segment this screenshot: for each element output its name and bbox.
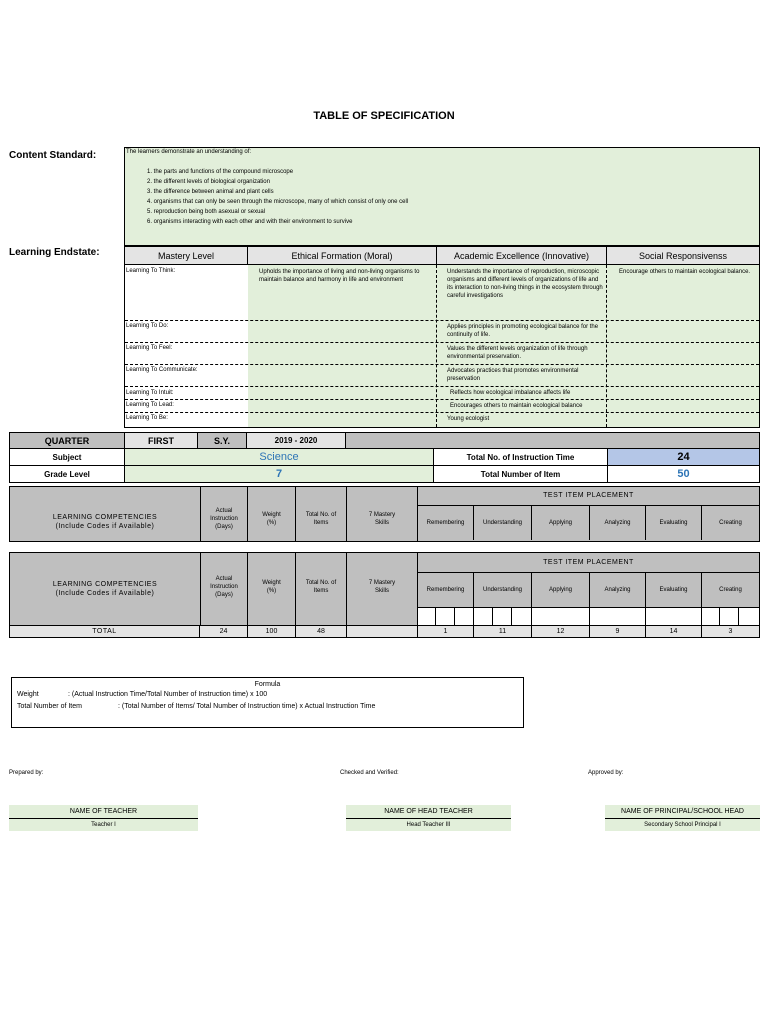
total-items-header: Total No. of Items bbox=[305, 512, 337, 526]
formula-title: Formula bbox=[254, 681, 281, 688]
header-academic: Academic Excellence (Innovative) bbox=[437, 247, 607, 265]
endstate-academic: Young ecologist bbox=[447, 416, 490, 422]
endstate-academic: Advocates practices that promotes environmental preservation bbox=[447, 368, 579, 382]
actual-instruction-header: Actual Instruction (Days) bbox=[210, 508, 238, 530]
skill-evaluating: Evaluating bbox=[646, 573, 702, 607]
sy-value: 2019 - 2020 bbox=[246, 432, 346, 449]
total-creating: 3 bbox=[728, 628, 733, 635]
endstate-level: Learning To Intuit: bbox=[126, 390, 174, 396]
list-item: 6. organisms interacting with each other and with their environment to survive bbox=[147, 219, 353, 225]
total-items: 48 bbox=[296, 626, 347, 637]
quarter-value: FIRST bbox=[124, 432, 198, 449]
skill-applying: Applying bbox=[532, 573, 590, 607]
header-mastery-level: Mastery Level bbox=[125, 247, 248, 265]
skill-remembering: Remembering bbox=[418, 506, 474, 540]
test-placement-header: TEST ITEM PLACEMENT bbox=[543, 492, 634, 499]
total-evaluating: 14 bbox=[646, 626, 702, 637]
endstate-academic: Encourages others to maintain ecological balance bbox=[450, 403, 583, 409]
skill-applying: Applying bbox=[532, 506, 590, 540]
weight-header: Weight (%) bbox=[262, 512, 281, 526]
skill-analyzing: Analyzing bbox=[590, 573, 646, 607]
content-standard-box bbox=[124, 147, 760, 246]
total-items-label: Total Number of Item bbox=[433, 465, 608, 483]
endstate-academic: Reflects how ecological imbalance affects life bbox=[450, 390, 571, 396]
content-standard-intro: The learners demonstrate an understanding of: bbox=[126, 149, 252, 155]
list-item: 3. the difference between animal and plant cells bbox=[147, 189, 274, 195]
total-remembering: 1 bbox=[418, 626, 474, 637]
competency-table-1 bbox=[9, 486, 760, 542]
teacher-title: Teacher I bbox=[9, 819, 198, 831]
head-teacher-name: NAME OF HEAD TEACHER bbox=[346, 805, 511, 819]
total-actual: 24 bbox=[200, 626, 248, 637]
content-standard-label: Content Standard: bbox=[9, 150, 97, 161]
instruction-time-value: 24 bbox=[607, 448, 760, 466]
header-social: Social Responsivenss bbox=[607, 247, 759, 265]
endstate-level: Learning To Lead: bbox=[126, 402, 174, 408]
skill-understanding: Understanding bbox=[474, 573, 532, 607]
skill-creating: Creating bbox=[719, 520, 742, 526]
endstate-social: Encourage others to maintain ecological balance. bbox=[619, 269, 751, 275]
competency-table-2 bbox=[9, 552, 760, 626]
endstate-level: Learning To Communicate: bbox=[126, 367, 198, 373]
endstate-academic: Values the different levels organization of life through environmental preservation. bbox=[447, 346, 588, 360]
page-title: TABLE OF SPECIFICATION bbox=[313, 110, 455, 122]
list-item: 5. reproduction being both asexual or sexual bbox=[147, 209, 266, 215]
endstate-academic: Understands the importance of reproduction, microscopic organisms and different levels of organizations of life and its interaction to non-living things in the ecosystem through careful investigations bbox=[447, 269, 603, 299]
list-item: 1. the parts and functions of the compound microscope bbox=[147, 169, 294, 175]
placement-subcells bbox=[418, 608, 759, 625]
quarter-filler bbox=[345, 432, 760, 449]
formula-weight-text: : (Actual Instruction Time/Total Number of Instruction time) x 100 bbox=[68, 691, 268, 698]
checked-by-label: Checked and Verified: bbox=[340, 770, 399, 776]
endstate-academic: Applies principles in promoting ecological balance for the continuity of life. bbox=[447, 324, 599, 338]
skill-remembering: Remembering bbox=[418, 573, 474, 607]
subject-value: Science bbox=[124, 448, 434, 466]
list-item: 4. organisms that can only be seen through the microscope, many of which consist of only one cell bbox=[147, 199, 409, 205]
total-items-value: 50 bbox=[607, 465, 760, 483]
endstate-level: Learning To Be: bbox=[126, 415, 168, 421]
endstate-level: Learning To Think: bbox=[126, 268, 176, 274]
quarter-label: QUARTER bbox=[9, 432, 125, 449]
total-analyzing: 9 bbox=[590, 626, 646, 637]
grade-label: Grade Level bbox=[9, 465, 125, 483]
formula-items-text: : (Total Number of Items/ Total Number of Instruction time) x Actual Instruction Time bbox=[118, 703, 376, 710]
instruction-time-label: Total No. of Instruction Time bbox=[433, 448, 608, 466]
skill-creating: Creating bbox=[719, 587, 742, 593]
approved-by-label: Approved by: bbox=[588, 770, 624, 776]
total-row bbox=[9, 625, 760, 638]
formula-weight-label: Weight bbox=[17, 691, 39, 698]
test-placement-header: TEST ITEM PLACEMENT bbox=[543, 559, 634, 566]
skill-evaluating: Evaluating bbox=[646, 506, 702, 540]
mastery-skills-header: 7 Mastery Skills bbox=[368, 580, 396, 594]
principal-name: NAME OF PRINCIPAL/SCHOOL HEAD bbox=[605, 805, 760, 819]
principal-title: Secondary School Principal I bbox=[605, 819, 760, 831]
skill-understanding: Understanding bbox=[474, 506, 532, 540]
content-standard-list bbox=[147, 167, 408, 227]
total-weight: 100 bbox=[248, 626, 296, 637]
endstate-level: Learning To Feel: bbox=[126, 345, 173, 351]
weight-header: Weight (%) bbox=[262, 580, 281, 594]
head-teacher-title: Head Teacher III bbox=[346, 819, 511, 831]
total-items-header: Total No. of Items bbox=[305, 580, 337, 594]
formula-items-label: Total Number of Item bbox=[17, 703, 82, 710]
list-item: 2. the different levels of biological organization bbox=[147, 179, 270, 185]
endstate-table bbox=[124, 246, 760, 428]
total-label: TOTAL bbox=[10, 626, 200, 637]
header-ethical: Ethical Formation (Moral) bbox=[248, 247, 437, 265]
total-understanding: 11 bbox=[474, 626, 532, 637]
subject-label: Subject bbox=[9, 448, 125, 466]
actual-instruction-header: Actual Instruction (Days) bbox=[210, 576, 238, 598]
skill-analyzing: Analyzing bbox=[590, 506, 646, 540]
formula-box bbox=[11, 677, 524, 728]
endstate-level: Learning To Do: bbox=[126, 323, 169, 329]
competencies-header: LEARNING COMPETENCIES (Include Codes if Available) bbox=[52, 514, 158, 530]
competencies-header: LEARNING COMPETENCIES (Include Codes if Available) bbox=[52, 581, 158, 597]
grade-value: 7 bbox=[124, 465, 434, 483]
sy-label: S.Y. bbox=[197, 432, 247, 449]
prepared-by-label: Prepared by: bbox=[9, 770, 44, 776]
total-applying: 12 bbox=[532, 626, 590, 637]
teacher-name: NAME OF TEACHER bbox=[9, 805, 198, 819]
endstate-ethical: Upholds the importance of living and non-living organisms to maintain balance and harmony in life and environment bbox=[259, 269, 420, 283]
mastery-skills-header: 7 Mastery Skills bbox=[368, 512, 396, 526]
learning-endstate-label: Learning Endstate: bbox=[9, 247, 100, 258]
